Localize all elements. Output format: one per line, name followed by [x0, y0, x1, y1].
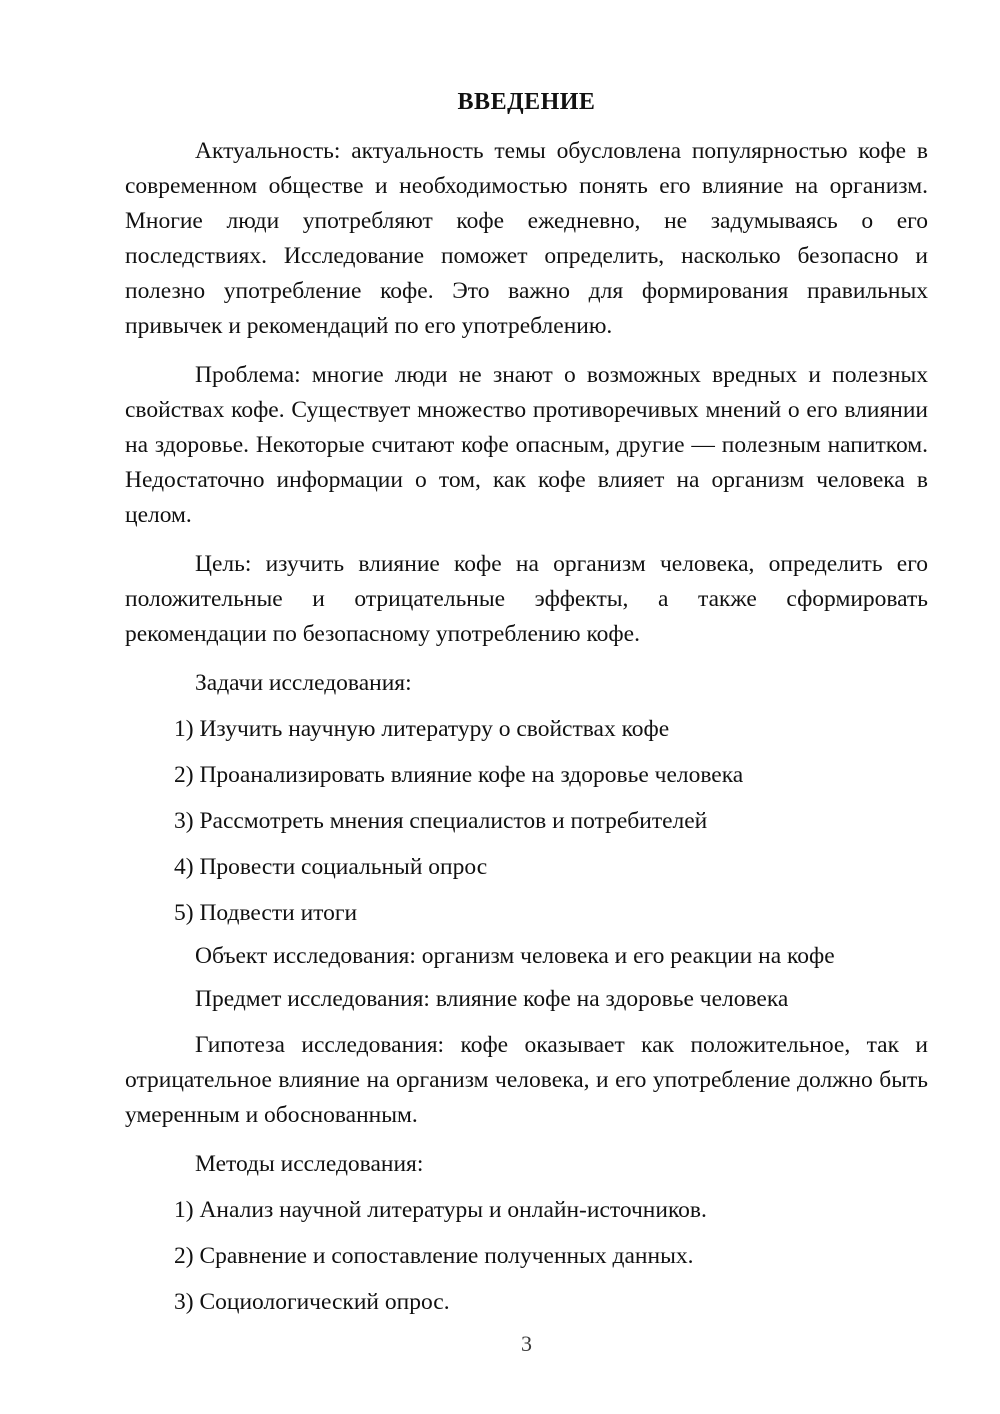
- task-item-1: 1) Изучить научную литературу о свойствах кофе: [174, 716, 670, 742]
- paragraph-problem: Проблема: многие люди не знают о возможных вредных и полезных свойствах кофе. Существует множество противоречивых мнений о его влиянии на здоровье. Некоторые считают кофе опасным, другие — полезным напитком. Недостаточно информации о том, как кофе влияет на организм человека в целом.: [125, 362, 928, 528]
- paragraph-goal: Цель: изучить влияние кофе на организм человека, определить его положительные и отрицательные эффекты, а также сформировать рекомендации по безопасному употреблению кофе.: [125, 551, 928, 647]
- paragraph-subject: Предмет исследования: влияние кофе на здоровье человека: [195, 986, 789, 1012]
- method-item-1: 1) Анализ научной литературы и онлайн-источников.: [174, 1197, 707, 1223]
- paragraph-relevance: Актуальность: актуальность темы обусловлена популярностью кофе в современном обществе и необходимостью понять его влияние на организм. Многие люди употребляют кофе ежедневно, не задумываясь о его последствиях. Исследование поможет определить, насколько безопасно и полезно употребление кофе. Это важно для формирования правильных привычек и рекомендаций по его употреблению.: [125, 138, 928, 339]
- paragraph-object: Объект исследования: организм человека и его реакции на кофе: [195, 943, 835, 969]
- task-item-5: 5) Подвести итоги: [174, 900, 358, 926]
- method-item-2: 2) Сравнение и сопоставление полученных данных.: [174, 1243, 694, 1269]
- page-title: ВВЕДЕНИЕ: [457, 89, 596, 115]
- task-item-3: 3) Рассмотреть мнения специалистов и потребителей: [174, 808, 708, 834]
- task-item-4: 4) Провести социальный опрос: [174, 854, 488, 880]
- paragraph-hypothesis: Гипотеза исследования: кофе оказывает как положительное, так и отрицательное влияние на организм человека, и его употребление должно быть умеренным и обоснованным.: [125, 1032, 928, 1128]
- task-item-2: 2) Проанализировать влияние кофе на здоровье человека: [174, 762, 744, 788]
- page-number: 3: [521, 1331, 532, 1356]
- tasks-heading: Задачи исследования:: [195, 670, 412, 696]
- methods-heading: Методы исследования:: [195, 1151, 424, 1177]
- method-item-3: 3) Социологический опрос.: [174, 1289, 450, 1315]
